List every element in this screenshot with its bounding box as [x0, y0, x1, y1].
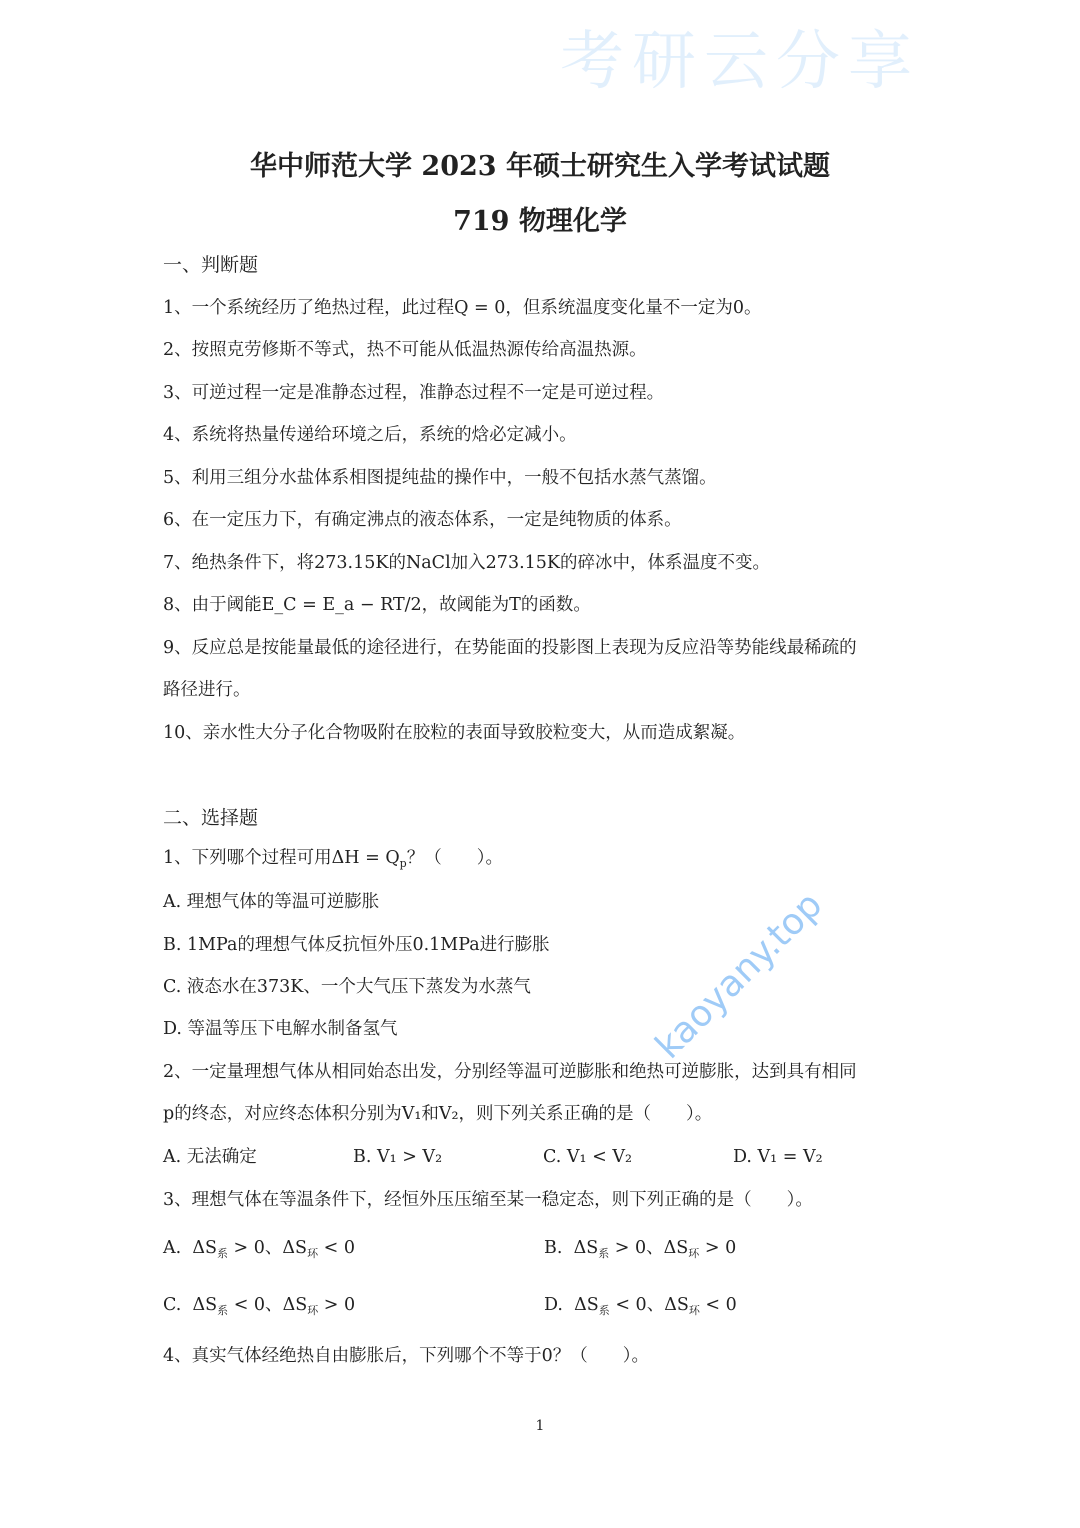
answer-option: B. $\Delta S_系 > 0$、$\Delta S_环 > 0$ — [544, 1238, 737, 1260]
question-stem — [163, 846, 503, 876]
subscript: 系 — [598, 1247, 610, 1260]
question-item: 2、按照克劳修斯不等式，热不可能从低温热源传给高温热源。 — [163, 340, 647, 360]
watermark-chinese: 考研云分享 — [560, 25, 920, 99]
option-text: < 0 — [323, 1238, 356, 1258]
subscript: 系 — [216, 1247, 228, 1260]
question-item: 4、系统将热量传递给环境之后，系统的焓必定减小。 — [163, 425, 577, 445]
exam-subtitle: 719 物理化学 — [453, 206, 627, 237]
answer-option: B. 1MPa的理想气体反抗恒外压0.1MPa进行膨胀 — [163, 935, 550, 955]
question-stem: 3、理想气体在等温条件下，经恒外压压缩至某一稳定态，则下列正确的是（ ）。 — [163, 1190, 813, 1210]
answer-option: D. 等温等压下电解水制备氢气 — [163, 1019, 398, 1039]
exam-title: 华中师范大学 2023 年硕士研究生入学考试试题 — [250, 151, 830, 182]
option-text: > 0 — [704, 1238, 737, 1258]
subscript: 系 — [598, 1304, 610, 1317]
option-label: A. — [163, 1238, 182, 1258]
subscript: 环 — [307, 1247, 319, 1260]
section-heading-multiple-choice: 二、选择题 — [163, 807, 259, 829]
question-item-continued: 路径进行。 — [163, 680, 251, 700]
section-heading-true-false: 一、判断题 — [163, 254, 259, 276]
question-stem-continued: p的终态，对应终态体积分别为V₁和V₂，则下列关系正确的是（ ）。 — [163, 1104, 713, 1124]
question-item: 9、反应总是按能量最低的途径进行，在势能面的投影图上表现为反应沿等势能线最稀疏的 — [163, 638, 857, 658]
question-stem: 4、真实气体经绝热自由膨胀后，下列哪个不等于0？（ ）。 — [163, 1346, 650, 1366]
subscript: 环 — [688, 1304, 700, 1317]
option-text: < 0、 — [233, 1295, 283, 1315]
question-item: 6、在一定压力下，有确定沸点的液态体系，一定是纯物质的体系。 — [163, 510, 682, 530]
question-stem: 2、一定量理想气体从相同始态出发，分别经等温可逆膨胀和绝热可逆膨胀，达到具有相同 — [163, 1062, 857, 1082]
option-text: > 0、 — [233, 1238, 283, 1258]
answer-option: B. V₁ > V₂ — [353, 1147, 443, 1167]
option-label: B. — [544, 1238, 563, 1258]
option-label: C. — [163, 1295, 182, 1315]
option-text: > 0 — [323, 1295, 356, 1315]
answer-option: C. 液态水在373K、一个大气压下蒸发为水蒸气 — [163, 977, 531, 997]
question-item: 1、一个系统经历了绝热过程，此过程Q = 0，但系统温度变化量不一定为0。 — [163, 298, 762, 318]
stem-text: 1、下列哪个过程可用ΔH = Q — [163, 848, 400, 868]
question-item: 5、利用三组分水盐体系相图提纯盐的操作中，一般不包括水蒸气蒸馏。 — [163, 468, 717, 488]
question-item: 8、由于阈能E_C = E_a − RT/2，故阈能为T的函数。 — [163, 595, 591, 615]
question-item: 3、可逆过程一定是准静态过程，准静态过程不一定是可逆过程。 — [163, 383, 665, 403]
option-text: < 0、 — [615, 1295, 665, 1315]
stem-text: ？（ ）。 — [406, 848, 503, 868]
answer-option: D. V₁ = V₂ — [733, 1147, 823, 1167]
answer-option: C. $\Delta S_系 < 0$、$\Delta S_环 > 0$ — [163, 1295, 356, 1317]
subscript: 环 — [307, 1304, 319, 1317]
answer-option: D. $\Delta S_系 < 0$、$\Delta S_环 < 0$ — [544, 1295, 737, 1317]
option-text: < 0 — [705, 1295, 737, 1315]
subscript: 环 — [688, 1247, 700, 1260]
option-label: D. — [544, 1295, 563, 1315]
answer-option: A. 无法确定 — [163, 1147, 257, 1167]
question-item: 10、亲水性大分子化合物吸附在胶粒的表面导致胶粒变大，从而造成絮凝。 — [163, 723, 746, 743]
subscript: p — [399, 857, 407, 870]
answer-option: A. $\Delta S_系 > 0$、$\Delta S_环 < 0$ — [163, 1238, 356, 1260]
option-text: > 0、 — [614, 1238, 664, 1258]
answer-option: A. 理想气体的等温可逆膨胀 — [163, 892, 380, 912]
question-item: 7、绝热条件下，将273.15K的NaCl加入273.15K的碎冰中，体系温度不变。 — [163, 553, 770, 573]
page-number: 1 — [535, 1418, 545, 1434]
subscript: 系 — [217, 1304, 229, 1317]
watermark-url: kaoyany.top — [647, 884, 831, 1067]
answer-option: C. V₁ < V₂ — [543, 1147, 632, 1167]
